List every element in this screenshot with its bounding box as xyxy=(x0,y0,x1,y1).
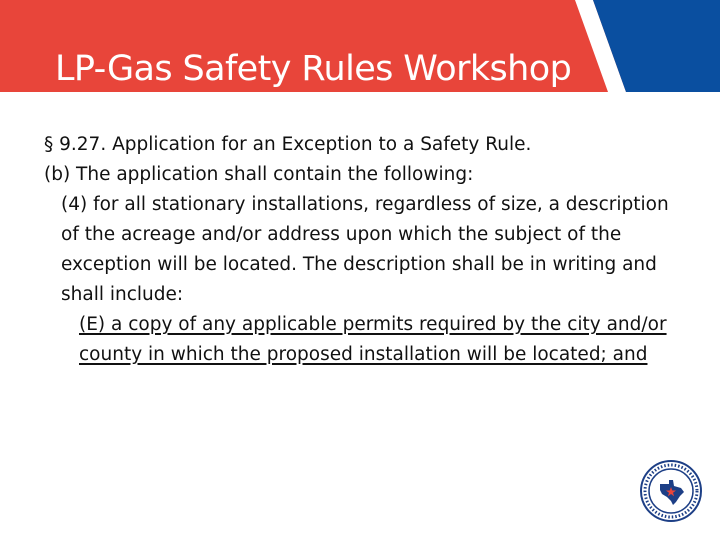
subsection-b: (b) The application shall contain the following: xyxy=(44,164,474,185)
header-banner xyxy=(0,0,720,92)
slide-title: LP-Gas Safety Rules Workshop xyxy=(55,49,572,89)
item-e: (E) a copy of any applicable permits required by the city and/or county in which the proposed installation will be located; and xyxy=(79,314,667,365)
slide-body xyxy=(44,130,684,370)
rule-heading: § 9.27. Application for an Exception to a Safety Rule. xyxy=(44,134,532,155)
item-4: (4) for all stationary installations, regardless of size, a description of the acreage and/or address upon which the subject of the exception will be located. The description shall be in writing and shall include: xyxy=(61,194,669,305)
state-seal-icon xyxy=(640,460,702,522)
